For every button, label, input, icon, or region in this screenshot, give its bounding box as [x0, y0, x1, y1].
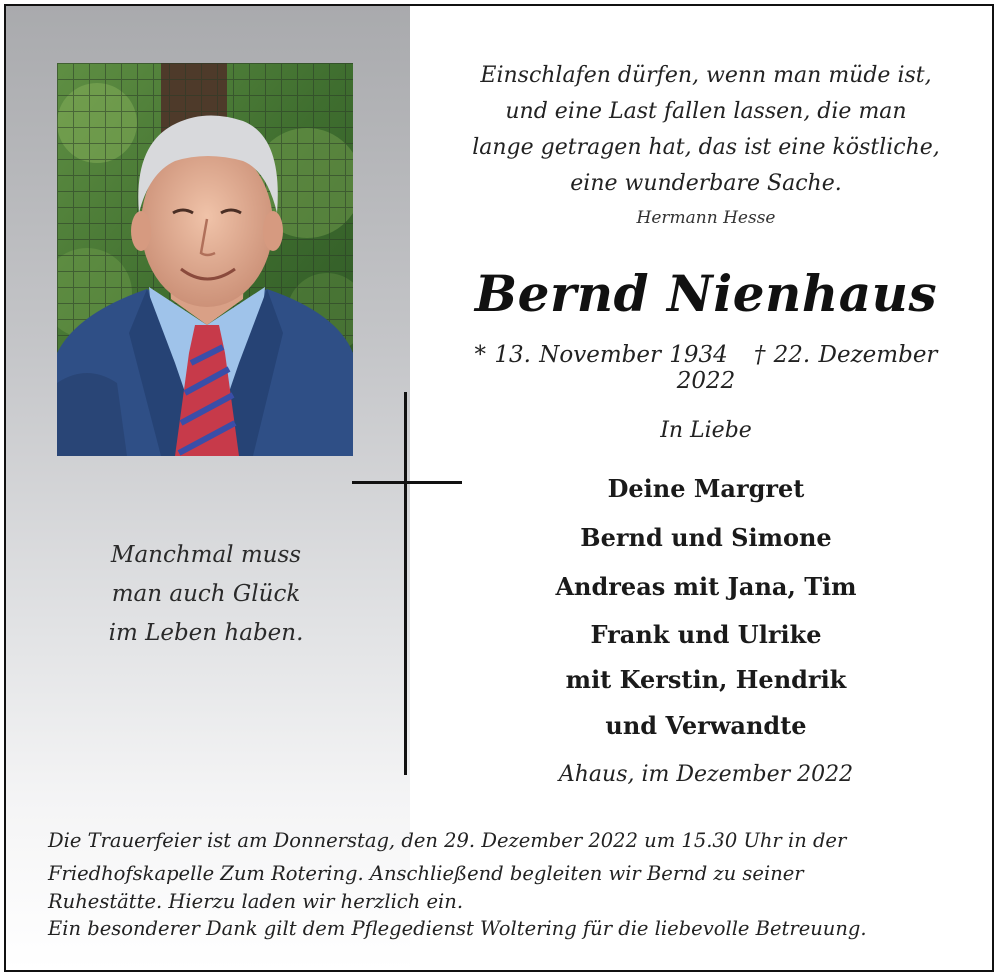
death-date: † 22. Dezember 2022	[676, 342, 938, 394]
mourner-line: und Verwandte	[605, 711, 807, 740]
epigraph-author: Hermann Hesse	[636, 208, 776, 228]
place-date: Ahaus, im Dezember 2022	[558, 762, 854, 787]
epigraph-quote	[446, 58, 966, 202]
service-line: Die Trauerfeier ist am Donnerstag, den 29. Dezember 2022 um 15.30 Uhr in der	[48, 829, 847, 852]
side-quote	[46, 536, 366, 653]
epigraph-line: und eine Last fallen lassen, die man	[505, 99, 907, 124]
mourner-line: Deine Margret	[607, 474, 805, 503]
birth-date: * 13. November 1934	[474, 342, 728, 368]
epigraph-line: eine wunderbare Sache.	[570, 171, 842, 196]
portrait-photo	[57, 63, 353, 456]
funeral-service-notice	[48, 824, 978, 944]
service-line: Ruhestätte. Hierzu laden wir herzlich ein.	[48, 890, 464, 913]
mourners-intro: In Liebe	[660, 418, 752, 443]
epigraph-line: Einschlafen dürfen, wenn man müde ist,	[480, 63, 932, 88]
side-quote-line: Manchmal muss	[110, 542, 302, 568]
epigraph-line: lange getragen hat, das ist eine köstliche,	[472, 135, 940, 160]
cross-vertical-bar	[404, 392, 407, 775]
obituary-frame	[4, 4, 994, 972]
side-quote-line: im Leben haben.	[108, 620, 304, 646]
mourner-line: Frank und Ulrike	[590, 620, 822, 649]
mourner-line: Andreas mit Jana, Tim	[555, 572, 857, 601]
service-line: Ein besonderer Dank gilt dem Pflegedienst Woltering für die liebevolle Betreuung.	[48, 917, 867, 940]
service-line: Friedhofskapelle Zum Rotering. Anschließend begleiten wir Bernd zu seiner	[48, 862, 804, 885]
mourner-line: mit Kerstin, Hendrik	[565, 665, 847, 694]
mourners-list	[446, 464, 966, 750]
life-dates	[446, 342, 966, 394]
mourner-line: Bernd und Simone	[580, 523, 832, 552]
side-quote-line: man auch Glück	[111, 581, 301, 607]
deceased-name: Bernd Nienhaus	[474, 264, 938, 323]
